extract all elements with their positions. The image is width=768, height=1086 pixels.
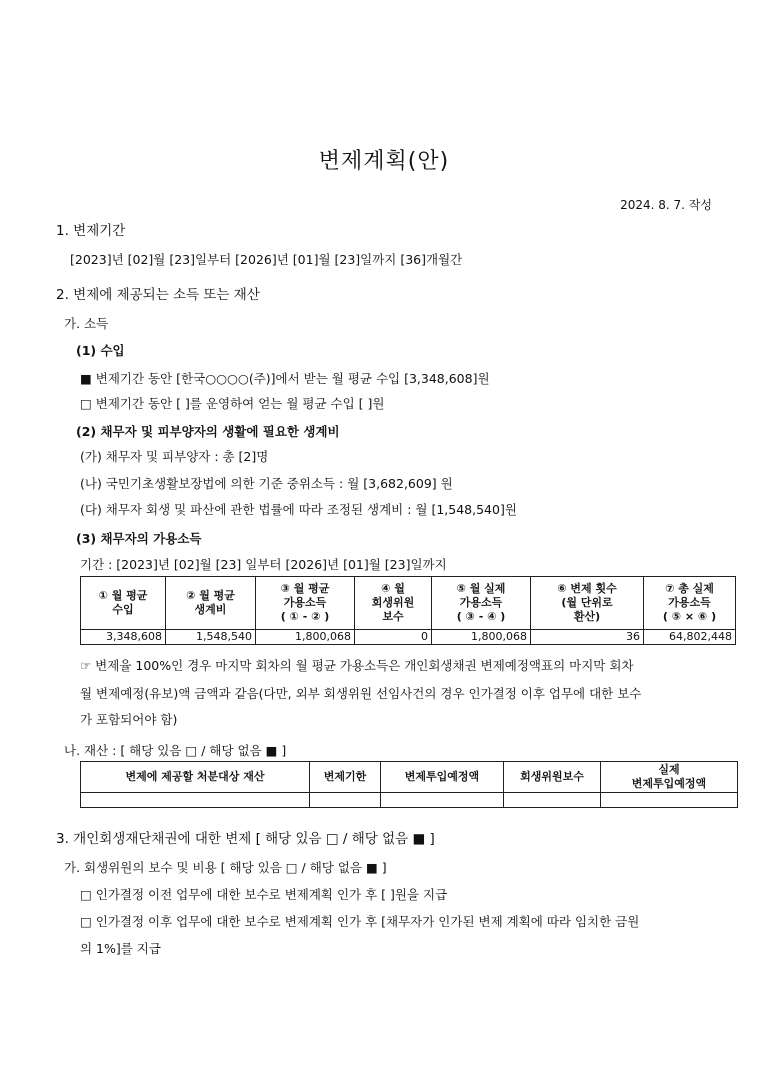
- revenue-heading: (1) 수입: [76, 343, 125, 358]
- section-2-heading: 2. 변제에 제공되는 소득 또는 재산: [56, 287, 260, 303]
- col-planned-amount: 변제투입예정액: [381, 762, 504, 793]
- table-row: [81, 793, 738, 808]
- cell-actual-available: 1,800,068: [432, 630, 531, 645]
- col-trustee-fee: 회생위원보수: [504, 762, 601, 793]
- cell-trustee-fee: 0: [355, 630, 432, 645]
- col-available-income: ③ 월 평균 가용소득 ( ① - ② ): [256, 577, 355, 630]
- living-cost-heading: (2) 채무자 및 피부양자의 생활에 필요한 생계비: [76, 424, 340, 439]
- income-table: [80, 576, 736, 645]
- property-heading: 나. 재산 : [ 해당 있음 □ / 해당 없음 ■ ]: [64, 743, 287, 758]
- col-payment-count: ⑥ 변제 횟수 (월 단위로 환산): [531, 577, 644, 630]
- living-cost-line-1: (가) 채무자 및 피부양자 : 총 [2]명: [80, 449, 269, 464]
- trustee-fee-line-1: □ 인가결정 이전 업무에 대한 보수로 변제계획 인가 후 [ ]원을 지급: [80, 887, 448, 902]
- note-line-2: 월 변제예정(유보)액 금액과 같음(다만, 외부 회생위원 선임사건의 경우 인가결정 이후 업무에 대한 보수: [80, 686, 642, 701]
- cell-empty: [504, 793, 601, 808]
- table-row: [81, 630, 736, 645]
- cell-empty: [81, 793, 310, 808]
- trustee-fee-line-2: □ 인가결정 이후 업무에 대한 보수로 변제계획 인가 후 [채무자가 인가된 변제 계획에 따라 임치한 금원: [80, 914, 640, 929]
- cell-payment-count: 36: [531, 630, 644, 645]
- property-table: [80, 761, 738, 808]
- col-trustee-fee: ④ 월 회생위원 보수: [355, 577, 432, 630]
- cell-monthly-income: 3,348,608: [81, 630, 166, 645]
- repayment-period: [2023]년 [02]월 [23]일부터 [2026]년 [01]월 [23]일까지 [36]개월간: [70, 252, 463, 267]
- revenue-line-1: ■ 변제기간 동안 [한국○○○○(주)]에서 받는 월 평균 수입 [3,348,608]원: [80, 371, 490, 386]
- col-living-cost: ② 월 평균 생계비: [166, 577, 256, 630]
- section-3-heading: 3. 개인회생재단채권에 대한 변제 [ 해당 있음 □ / 해당 없음 ■ ]: [56, 831, 435, 847]
- cell-empty: [310, 793, 381, 808]
- trustee-fee-line-3: 의 1%]를 지급: [80, 941, 161, 956]
- note-line-1: ☞ 변제율 100%인 경우 마지막 회차의 월 평균 가용소득은 개인회생채권 변제예정액표의 마지막 회차: [80, 658, 634, 673]
- cell-total-available: 64,802,448: [644, 630, 736, 645]
- revenue-line-2: □ 변제기간 동안 [ ]를 운영하여 얻는 월 평균 수입 [ ]원: [80, 396, 385, 411]
- col-actual-available: ⑤ 월 실제 가용소득 ( ③ - ④ ): [432, 577, 531, 630]
- col-monthly-income: ① 월 평균 수입: [81, 577, 166, 630]
- cell-empty: [601, 793, 738, 808]
- col-disposal-property: 변제에 제공할 처분대상 재산: [81, 762, 310, 793]
- document-date: 2024. 8. 7. 작성: [620, 198, 712, 212]
- document-title: 변제계획(안): [318, 149, 450, 174]
- cell-empty: [381, 793, 504, 808]
- living-cost-line-3: (다) 채무자 회생 및 파산에 관한 법률에 따라 조정된 생계비 : 월 [1,548,540]원: [80, 502, 517, 517]
- living-cost-line-2: (나) 국민기초생활보장법에 의한 기준 중위소득 : 월 [3,682,609] 원: [80, 476, 453, 491]
- note-line-3: 가 포함되어야 함): [80, 712, 178, 727]
- cell-available-income: 1,800,068: [256, 630, 355, 645]
- col-actual-planned-amount: 실제 변제투입예정액: [601, 762, 738, 793]
- col-total-available: ⑦ 총 실제 가용소득 ( ⑤ × ⑥ ): [644, 577, 736, 630]
- income-subheading: 가. 소득: [64, 316, 109, 331]
- trustee-fee-heading: 가. 회생위원의 보수 및 비용 [ 해당 있음 □ / 해당 없음 ■ ]: [64, 860, 387, 875]
- cell-living-cost: 1,548,540: [166, 630, 256, 645]
- col-repayment-deadline: 변제기한: [310, 762, 381, 793]
- disposable-income-heading: (3) 채무자의 가용소득: [76, 531, 202, 546]
- section-1-heading: 1. 변제기간: [56, 223, 126, 239]
- income-period: 기간 : [2023]년 [02]월 [23] 일부터 [2026]년 [01]월 [23]일까지: [80, 557, 447, 572]
